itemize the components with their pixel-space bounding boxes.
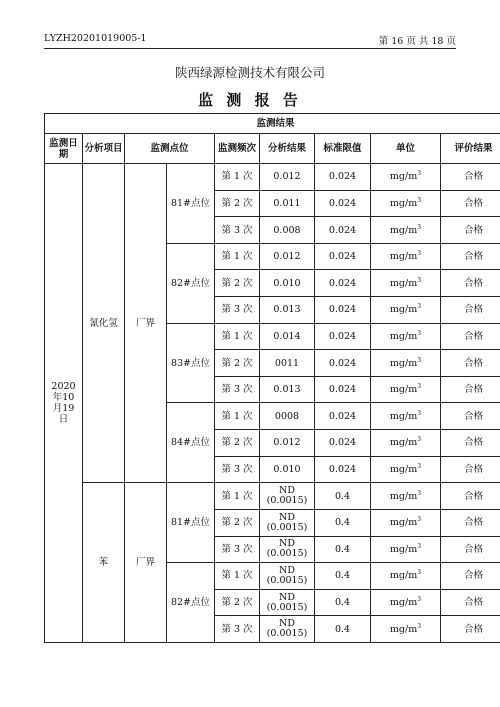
unit-cell [371,323,441,350]
freq-cell: 第 3 次 [215,456,260,483]
unit-cell [371,589,441,616]
col-header-limit: 标准限值 [315,134,371,164]
result-cell: 0011 [260,350,315,377]
limit-cell: 0.024 [315,164,371,191]
limit-cell: 0.024 [315,430,371,457]
point-cell: 81#点位 [167,164,215,244]
unit-exponent: 3 [417,329,422,337]
eval-cell: 合格 [441,376,500,403]
unit-text: mg/m [389,597,418,609]
result-cell: 0.013 [260,376,315,403]
limit-cell: 0.024 [315,456,371,483]
freq-cell: 第 1 次 [215,243,260,270]
unit-exponent: 3 [417,622,422,630]
eval-cell: 合格 [441,403,500,430]
freq-cell: 第 2 次 [215,509,260,536]
point-cell: 81#点位 [167,483,215,563]
unit-exponent: 3 [417,383,422,391]
limit-cell: 0.4 [315,536,371,563]
result-cell [260,563,315,590]
unit-exponent: 3 [417,409,422,417]
eval-cell: 合格 [441,536,500,563]
eval-cell: 合格 [441,323,500,350]
unit-text: mg/m [389,304,418,316]
unit-exponent: 3 [417,489,422,497]
unit-cell [371,483,441,510]
point-cell: 82#点位 [167,563,215,643]
unit-exponent: 3 [417,249,422,257]
col-header-date: 监测日期 [45,134,83,164]
freq-cell: 第 1 次 [215,323,260,350]
eval-cell: 合格 [441,270,500,297]
unit-exponent: 3 [417,303,422,311]
freq-cell: 第 2 次 [215,430,260,457]
freq-cell: 第 1 次 [215,563,260,590]
result-cell: 0.011 [260,190,315,217]
unit-cell [371,190,441,217]
col-header-freq: 监测频次 [215,134,260,164]
unit-cell [371,350,441,377]
freq-cell: 第 3 次 [215,536,260,563]
limit-cell: 0.4 [315,589,371,616]
eval-cell: 合格 [441,430,500,457]
unit-cell [371,164,441,191]
unit-cell [371,563,441,590]
result-cell: 0.012 [260,243,315,270]
result-nd-label: ND [279,618,295,630]
unit-cell [371,456,441,483]
eval-cell: 合格 [441,563,500,590]
eval-cell: 合格 [441,164,500,191]
limit-cell: 0.024 [315,350,371,377]
unit-exponent: 3 [417,223,422,231]
freq-cell: 第 2 次 [215,589,260,616]
unit-text: mg/m [389,224,418,236]
freq-cell: 第 2 次 [215,270,260,297]
result-detection-limit: (0.0015) [266,521,308,533]
unit-exponent: 3 [417,462,422,470]
table-row [45,164,500,191]
section-title: 监测结果 [45,114,500,134]
freq-cell: 第 3 次 [215,217,260,244]
freq-cell: 第 1 次 [215,403,260,430]
unit-text: mg/m [389,570,418,582]
eval-cell: 合格 [441,243,500,270]
unit-text: mg/m [389,357,418,369]
unit-text: mg/m [389,623,418,635]
result-nd-label: ND [279,511,295,523]
eval-cell: 合格 [441,190,500,217]
col-header-point: 监测点位 [125,134,215,164]
freq-cell: 第 1 次 [215,164,260,191]
col-header-unit: 单位 [371,134,441,164]
unit-exponent: 3 [417,170,422,178]
result-cell: 0.012 [260,430,315,457]
unit-text: mg/m [389,464,418,475]
eval-cell: 合格 [441,297,500,324]
limit-cell: 0.024 [315,376,371,403]
location-cell: 厂界 [125,483,167,643]
page-header [44,31,456,47]
unit-text: mg/m [389,437,418,449]
report-title: 监 测 报 告 [198,91,302,109]
result-detection-limit: (0.0015) [266,574,308,586]
unit-exponent: 3 [417,436,422,444]
limit-cell: 0.4 [315,616,371,643]
col-header-eval: 评价结果 [441,134,500,164]
result-cell: 0.010 [260,456,315,483]
result-detection-limit: (0.0015) [266,495,308,507]
eval-cell: 合格 [441,217,500,244]
unit-cell [371,270,441,297]
result-cell: 0.010 [260,270,315,297]
result-nd-label: ND [279,485,295,497]
col-header-item: 分析项目 [83,134,125,164]
result-cell: 0008 [260,403,315,430]
point-cell: 84#点位 [167,403,215,483]
unit-text: mg/m [389,410,418,422]
unit-text: mg/m [389,277,418,289]
unit-text: mg/m [389,251,418,263]
page-number: 第 16 页 共 18 页 [378,36,456,47]
result-nd-label: ND [279,591,295,603]
result-detection-limit: (0.0015) [266,628,308,640]
unit-cell [371,243,441,270]
freq-cell: 第 3 次 [215,297,260,324]
unit-exponent: 3 [417,569,422,577]
result-cell: 0.012 [260,164,315,191]
table-body [45,164,500,643]
unit-text: mg/m [389,330,418,342]
limit-cell: 0.024 [315,270,371,297]
limit-cell: 0.024 [315,217,371,244]
result-cell [260,483,315,510]
eval-cell: 合格 [441,483,500,510]
result-cell [260,536,315,563]
limit-cell: 0.4 [315,483,371,510]
unit-exponent: 3 [417,356,422,364]
unit-cell [371,430,441,457]
unit-text: mg/m [389,171,418,183]
freq-cell: 第 1 次 [215,483,260,510]
eval-cell: 合格 [441,350,500,377]
date-cell: 2020年10月19日 [45,164,83,643]
unit-exponent: 3 [417,516,422,524]
limit-cell: 0.4 [315,509,371,536]
unit-cell [371,403,441,430]
unit-text: mg/m [389,490,418,502]
monitoring-results-table [44,113,500,643]
result-detection-limit: (0.0015) [266,548,308,560]
table-row [45,483,500,510]
unit-cell [371,509,441,536]
header-rule [44,48,456,49]
result-nd-label: ND [279,538,295,550]
unit-text: mg/m [389,543,418,555]
unit-exponent: 3 [417,595,422,603]
col-header-result: 分析结果 [260,134,315,164]
eval-cell: 合格 [441,616,500,643]
limit-cell: 0.024 [315,190,371,217]
eval-cell: 合格 [441,589,500,616]
unit-cell [371,217,441,244]
result-cell [260,509,315,536]
unit-exponent: 3 [417,196,422,204]
unit-cell [371,616,441,643]
result-cell: 0.013 [260,297,315,324]
unit-exponent: 3 [417,542,422,550]
result-cell [260,616,315,643]
result-cell: 0.008 [260,217,315,244]
limit-cell: 0.024 [315,297,371,324]
point-cell: 83#点位 [167,323,215,403]
freq-cell: 第 2 次 [215,190,260,217]
unit-cell [371,376,441,403]
unit-cell [371,536,441,563]
company-name: 陕西绿源检测技术有限公司 [174,65,325,80]
location-cell: 厂界 [125,164,167,483]
item-cell: 苯 [83,483,125,643]
limit-cell: 0.024 [315,323,371,350]
result-detection-limit: (0.0015) [266,601,308,613]
limit-cell: 0.4 [315,563,371,590]
result-cell [260,589,315,616]
eval-cell: 合格 [441,456,500,483]
freq-cell: 第 2 次 [215,350,260,377]
limit-cell: 0.024 [315,403,371,430]
point-cell: 82#点位 [167,243,215,323]
result-cell: 0.014 [260,323,315,350]
unit-cell [371,297,441,324]
item-cell: 氰化氢 [83,164,125,483]
limit-cell: 0.024 [315,243,371,270]
document-id: LYZH20201019005-1 [44,33,147,44]
eval-cell: 合格 [441,509,500,536]
unit-text: mg/m [389,197,418,209]
unit-exponent: 3 [417,276,422,284]
freq-cell: 第 3 次 [215,616,260,643]
freq-cell: 第 3 次 [215,376,260,403]
unit-text: mg/m [389,384,418,396]
result-nd-label: ND [279,564,295,576]
unit-text: mg/m [389,517,418,529]
